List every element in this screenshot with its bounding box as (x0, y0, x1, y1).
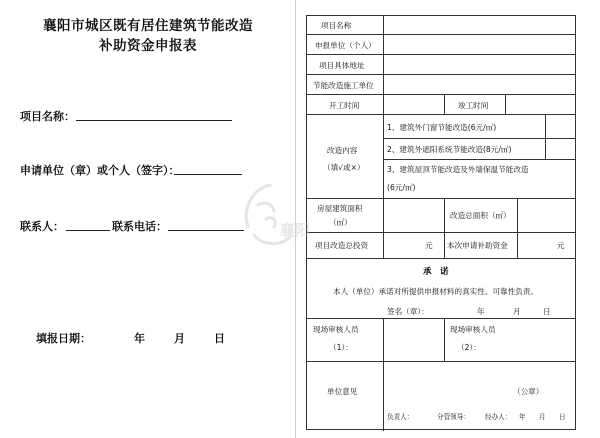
renovation-area-cell: 改造总面积（㎡） (450, 211, 511, 220)
row-line (383, 138, 575, 139)
applicant-label: 申请单位（章）或个人（签字）： (20, 164, 180, 177)
col-line (505, 94, 506, 114)
application-form-table (306, 15, 576, 430)
col-line (383, 114, 384, 198)
col-line (444, 198, 445, 258)
row-line (307, 34, 575, 35)
row-line (307, 54, 575, 55)
content-hint-cell: （填√或×） (323, 163, 365, 172)
project-name-label: 项目名称： (20, 110, 75, 123)
row-line (307, 114, 575, 115)
item-3-cell-line2: (6元/㎡) (387, 183, 416, 192)
day-label: 日 (214, 332, 225, 345)
row-line (307, 258, 575, 259)
opinion-month: 月 (539, 413, 546, 421)
col-line (517, 198, 518, 258)
yuan-1-cell: 元 (425, 241, 433, 250)
row-line (307, 232, 575, 233)
applicant-cell: 申报单位（个人） (315, 41, 376, 50)
fill-date-label: 填报日期： (36, 332, 91, 345)
row-line (383, 159, 575, 160)
project-name-cell: 项目名称 (321, 21, 352, 30)
promise-text: 本人（单位）承诺对所提供申报材料的真实性、可靠性负责。 (333, 287, 539, 296)
title-line-2: 补助资金申报表 (99, 38, 197, 54)
leader-cell: 分管领导： (437, 413, 470, 421)
signature-cell: 签名（章）： (387, 307, 429, 316)
opinion-year: 年 (519, 413, 526, 421)
item-3-cell-line1: 3、建筑屋顶节能改造及外墙保温节能改造 (387, 165, 529, 174)
year-label: 年 (134, 332, 145, 345)
start-time-cell: 开工时间 (329, 101, 360, 110)
unit-opinion-cell: 单位意见 (327, 387, 358, 396)
reviewer-2-cell: 现场审核人员 (450, 325, 496, 334)
applicant-line (174, 174, 242, 175)
address-cell: 项目具体地址 (319, 61, 365, 70)
col-line (444, 318, 445, 361)
finish-time-cell: 竣工时间 (458, 101, 489, 110)
promise-title: 承 诺 (423, 267, 449, 277)
contractor-cell: 节能改造施工单位 (313, 81, 374, 90)
reviewer-2-index: （2）： (457, 343, 481, 352)
col-line (545, 114, 546, 159)
building-area-unit-cell: （㎡） (329, 218, 352, 227)
watermark-text: 襄阳 (280, 221, 311, 239)
sign-day: 日 (543, 307, 551, 316)
watermark-emblem-icon (236, 175, 316, 255)
opinion-day: 日 (559, 413, 566, 421)
row-line (307, 74, 575, 75)
item-1-cell: 1、建筑外门窗节能改造(6元/㎡) (387, 123, 497, 132)
col-line (383, 198, 384, 258)
row-line (307, 318, 575, 319)
official-seal-cell: （公章） (513, 387, 544, 396)
col-line (383, 318, 384, 431)
watermark-logo (236, 175, 316, 255)
sign-year: 年 (477, 307, 485, 316)
contact-label: 联系人： (20, 220, 64, 233)
sign-month: 月 (513, 307, 521, 316)
row-line (307, 361, 575, 362)
reviewer-1-index: （1）： (329, 343, 353, 352)
subsidy-cell: 本次申请补助资金 (447, 241, 508, 250)
content-label-cell: 改造内容 (327, 146, 358, 155)
handler-cell: 经办人： (485, 413, 512, 421)
reviewer-1-cell: 现场审核人员 (313, 325, 359, 334)
item-2-cell: 2、建筑外遮阳系统节能改造(8元/㎡) (387, 145, 512, 154)
project-name-line (76, 120, 232, 121)
col-line (383, 16, 384, 114)
row-line (307, 94, 575, 95)
col-line (444, 94, 445, 114)
building-area-cell: 房屋建筑面积 (317, 204, 363, 213)
phone-label: 联系电话： (112, 220, 167, 233)
contact-line (66, 230, 110, 231)
row-line (307, 198, 575, 199)
month-label: 月 (174, 332, 185, 345)
title-line-1: 襄阳市城区既有居住建筑节能改造 (43, 18, 253, 34)
phone-line (168, 230, 244, 231)
yuan-2-cell: 元 (557, 241, 565, 250)
person-in-charge-cell: 负责人： (387, 413, 414, 421)
total-investment-cell: 项目改造总投资 (315, 241, 369, 250)
